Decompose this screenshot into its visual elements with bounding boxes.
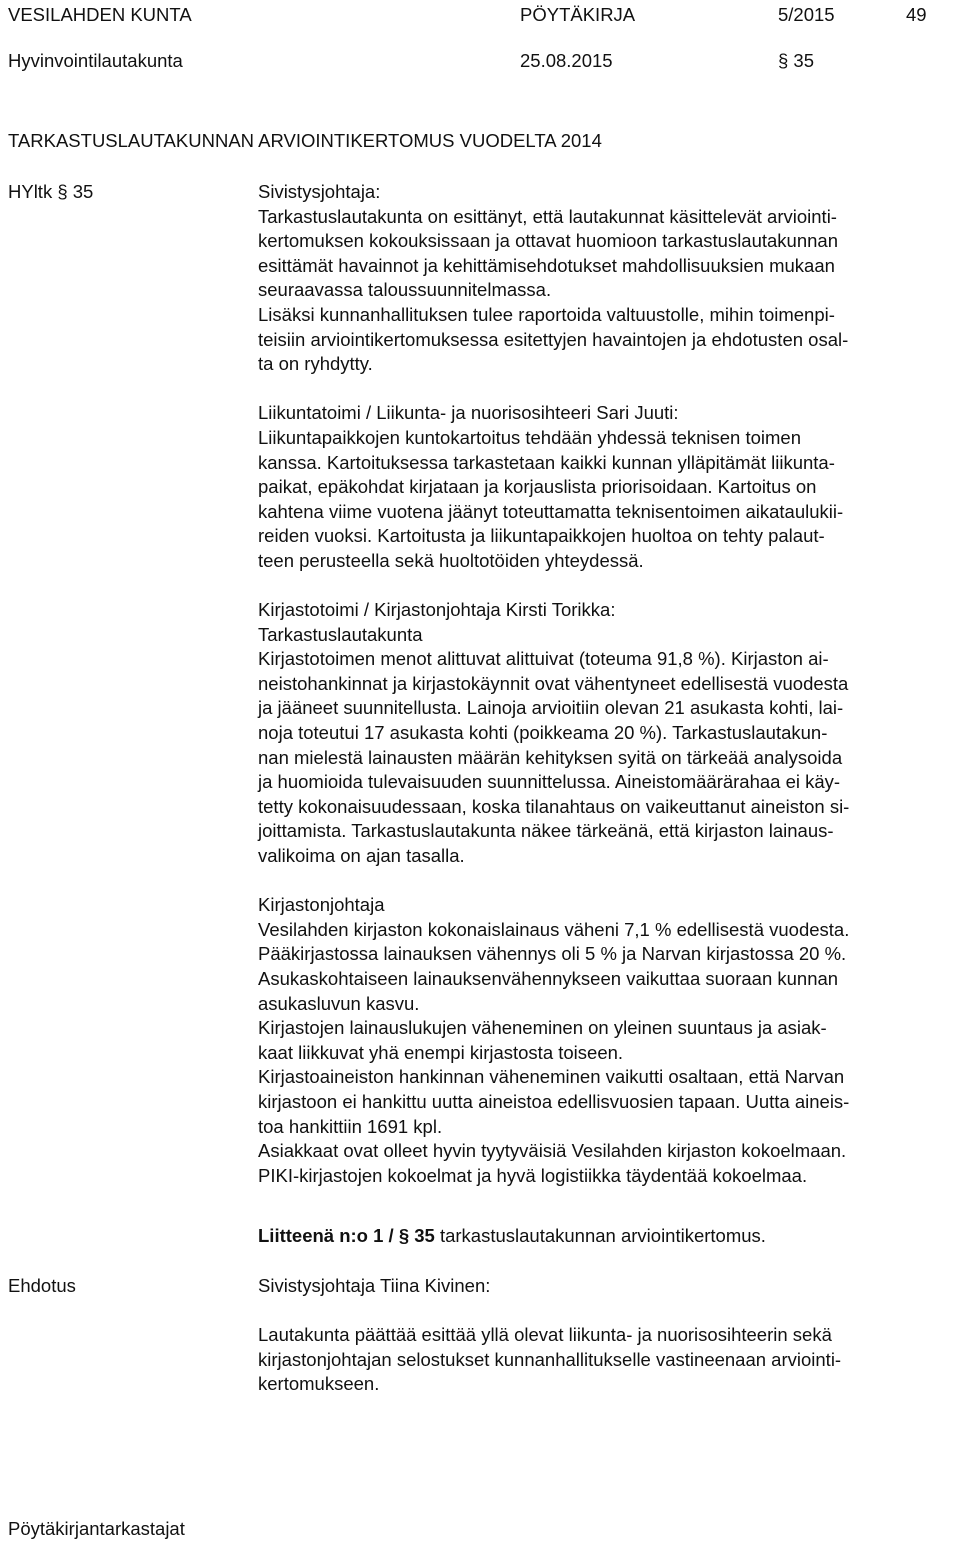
text-line: Vesilahden kirjaston kokonaislainaus väheni 7,1 % edellisestä vuodesta. xyxy=(258,918,850,940)
paragraph-kirjastotoimi xyxy=(258,598,958,869)
municipality-name: VESILAHDEN KUNTA xyxy=(8,4,192,25)
attachment-description: tarkastuslautakunnan arviointikertomus. xyxy=(434,1225,766,1246)
text-line: esittämät havainnot ja kehittämisehdotukset mahdollisuuksien mukaan xyxy=(258,254,835,276)
text-line: seuraavassa taloussuunnitelmassa. xyxy=(258,279,552,301)
text-line: asukasluvun kasvu. xyxy=(258,992,420,1014)
text-line: toa hankittiin 1691 kpl. xyxy=(258,1115,443,1137)
text-line: neistohankinnat ja kirjastokäynnit ovat vähentyneet edellisestä vuodesta xyxy=(258,672,849,694)
text-line: Asiakkaat ovat olleet hyvin tyytyväisiä Vesilahden kirjaston kokoelmaan. xyxy=(258,1140,847,1162)
text-line: valikoima on ajan tasalla. xyxy=(258,845,465,867)
proposal-speaker: Sivistysjohtaja Tiina Kivinen: xyxy=(258,1275,491,1296)
text-line: Kirjastonjohtaja xyxy=(258,894,385,916)
paragraph-sivistysjohtaja xyxy=(258,180,958,377)
text-line: kertomukseen. xyxy=(258,1373,380,1395)
text-line: Pääkirjastossa lainauksen vähennys oli 5 % ja Narvan kirjastossa 20 %. xyxy=(258,943,847,965)
text-line: Lautakunta päättää esittää yllä olevat liikunta- ja nuorisosihteerin sekä xyxy=(258,1324,832,1345)
text-line: kirjastonjohtajan selostukset kunnanhallitukselle vastineenaan arviointi- xyxy=(258,1348,842,1370)
attachment-reference: Liitteenä n:o 1 / § 35 xyxy=(258,1225,435,1246)
attachment-line xyxy=(258,1224,766,1248)
text-line: tetty kokonaisuudessaan, koska tilanahtaus on vaikeuttanut aineiston si- xyxy=(258,795,850,817)
section-number: § 35 xyxy=(778,50,815,71)
meeting-date: 25.08.2015 xyxy=(520,50,613,71)
proposal-label: Ehdotus xyxy=(8,1275,76,1296)
text-line: Tarkastuslautakunta on esittänyt, että lautakunnat käsittelevät arviointi- xyxy=(258,205,837,227)
committee-name: Hyvinvointilautakunta xyxy=(8,50,183,71)
text-line: paikat, epäkohdat kirjataan ja korjauslista priorisoidaan. Kartoitus on xyxy=(258,476,817,498)
footer-minutes-checkers: Pöytäkirjantarkastajat xyxy=(8,1518,185,1539)
text-line: PIKI-kirjastojen kokoelmat ja hyvä logistiikka täydentää kokoelmaa. xyxy=(258,1164,808,1186)
text-line: kirjastoon ei hankittu uutta aineistoa edellisvuosien tapaan. Uutta aineis- xyxy=(258,1090,850,1112)
text-line: kanssa. Kartoituksessa tarkastetaan kaikki kunnan ylläpitämät liikunta- xyxy=(258,451,835,473)
text-line: Kirjastoaineiston hankinnan väheneminen vaikutti osaltaan, että Narvan xyxy=(258,1066,845,1088)
text-line: reiden vuoksi. Kartoitusta ja liikuntapaikkojen huoltoa on tehty palaut- xyxy=(258,525,825,547)
text-line: ja jääneet suunnitellusta. Lainoja arvioitiin olevan 21 asukasta kohti, lai- xyxy=(258,697,844,719)
text-line: ta on ryhdytty. xyxy=(258,353,373,375)
document-type: PÖYTÄKIRJA xyxy=(520,4,636,25)
text-line: Kirjastotoimi / Kirjastonjohtaja Kirsti Torikka: xyxy=(258,599,616,621)
text-line: Kirjastojen lainauslukujen väheneminen on yleinen suuntaus ja asiak- xyxy=(258,1017,827,1039)
paragraph-kirjastonjohtaja xyxy=(258,893,958,1188)
case-reference: HYltk § 35 xyxy=(8,181,94,202)
text-line: teisiin arviointikertomuksessa esitettyjen havaintojen ja ehdotusten osal- xyxy=(258,328,849,350)
text-line: Liikuntapaikkojen kuntokartoitus tehdään yhdessä teknisen toimen xyxy=(258,426,802,448)
minutes-number: 5/2015 xyxy=(778,4,835,25)
text-line: Kirjastotoimen menot alittuvat alittuivat (toteuma 91,8 %). Kirjaston ai- xyxy=(258,648,829,670)
text-line: ja huomioida tulevaisuuden suunnittelussa. Aineistomäärärahaa ei käy- xyxy=(258,771,841,793)
text-line: Tarkastuslautakunta xyxy=(258,623,423,645)
text-line: Sivistysjohtaja: xyxy=(258,181,381,202)
text-line: noja toteutui 17 asukasta kohti (poikkeama 20 %). Tarkastuslautakun- xyxy=(258,722,828,744)
main-body xyxy=(258,180,958,1188)
text-line: nan mielestä lainausten määrän kehityksen syitä on tärkeää analysoida xyxy=(258,746,843,768)
page-title: TARKASTUSLAUTAKUNNAN ARVIOINTIKERTOMUS VUODELTA 2014 xyxy=(8,130,602,151)
text-line: Asukaskohtaiseen lainauksenvähennykseen vaikuttaa suoraan kunnan xyxy=(258,968,839,989)
paragraph-liikuntatoimi xyxy=(258,401,958,573)
text-line: Lisäksi kunnanhallituksen tulee raportoida valtuustolle, mihin toimenpi- xyxy=(258,303,835,325)
proposal-text xyxy=(258,1323,958,1397)
page-number: 49 xyxy=(906,4,927,25)
text-line: teen perusteella sekä huoltotöiden yhteydessä. xyxy=(258,549,644,571)
text-line: kertomuksen kokouksissaan ja ottavat huomioon tarkastuslautakunnan xyxy=(258,230,839,252)
text-line: Liikuntatoimi / Liikunta- ja nuorisosihteeri Sari Juuti: xyxy=(258,402,679,424)
text-line: kahtena viime vuotena jäänyt toteuttamatta teknisentoimen aikataulukii- xyxy=(258,500,844,522)
text-line: kaat liikkuvat yhä enempi kirjastosta toiseen. xyxy=(258,1041,624,1063)
text-line: joittamista. Tarkastuslautakunta näkee tärkeänä, että kirjaston lainaus- xyxy=(258,820,834,842)
